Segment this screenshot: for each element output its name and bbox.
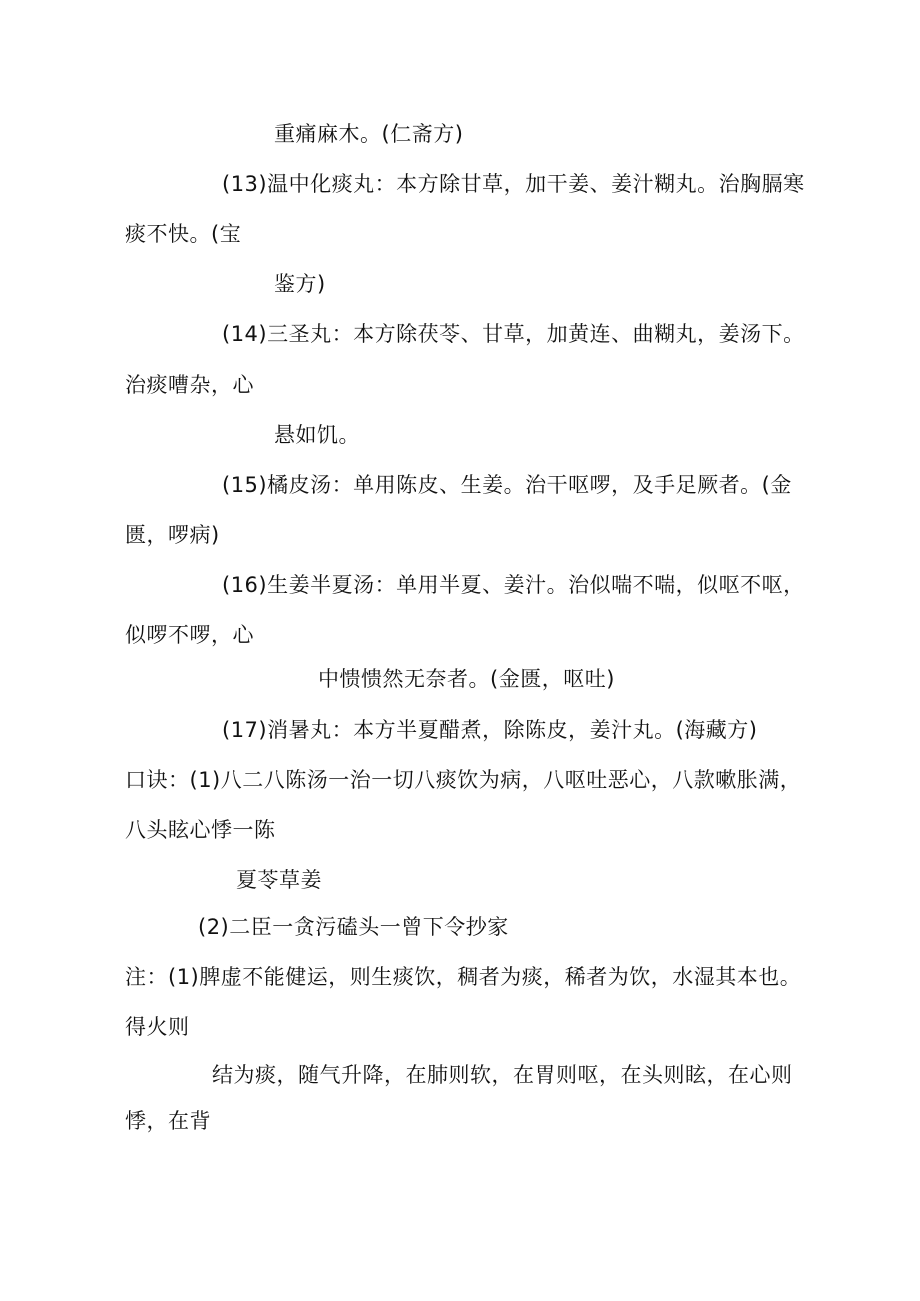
text-line-10: (16)生姜半夏汤：单用半夏、姜汁。治似喘不喘，似呕不呕， <box>222 573 805 597</box>
text-line-19: 得火则 <box>125 1015 190 1039</box>
text-line-7: 悬如饥。 <box>274 423 360 447</box>
text-line-20: 结为痰，随气升降，在肺则软，在胃则呕，在头则眩，在心则 <box>212 1063 793 1087</box>
text-line-18: 注：(1)脾虚不能健运，则生痰饮，稠者为痰，稀者为饮，水湿其本也。 <box>125 965 802 989</box>
text-line-8: (15)橘皮汤：单用陈皮、生姜。治干呕啰，及手足厥者。(金 <box>222 473 792 497</box>
text-line-16: 夏苓草姜 <box>236 868 322 892</box>
text-line-9: 匮，啰病) <box>125 523 220 547</box>
text-line-5: (14)三圣丸：本方除茯苓、甘草，加黄连、曲糊丸，姜汤下。 <box>222 322 805 346</box>
text-line-3: 痰不快。(宝 <box>125 222 242 246</box>
text-line-6: 治痰嘈杂，心 <box>125 373 254 397</box>
text-line-1: 重痛麻木。(仁斋方) <box>274 122 464 146</box>
text-line-11: 似啰不啰，心 <box>125 623 254 647</box>
text-line-14: 口诀：(1)八二八陈汤一治一切八痰饮为病，八呕吐恶心，八款嗽胀满， <box>125 768 802 792</box>
text-line-4: 鉴方) <box>274 272 326 296</box>
text-line-2: (13)温中化痰丸：本方除甘草，加干姜、姜汁糊丸。治胸膈寒 <box>222 172 805 196</box>
text-line-13: (17)消暑丸：本方半夏醋煮，除陈皮，姜汁丸。(海藏方) <box>222 718 758 742</box>
text-line-12: 中愦愦然无奈者。(金匮，呕吐) <box>318 667 615 691</box>
text-line-17: (2)二臣一贪污磕头一曾下令抄家 <box>198 915 509 939</box>
text-line-15: 八头眩心悸一陈 <box>125 818 276 842</box>
text-line-21: 悸，在背 <box>125 1109 211 1133</box>
